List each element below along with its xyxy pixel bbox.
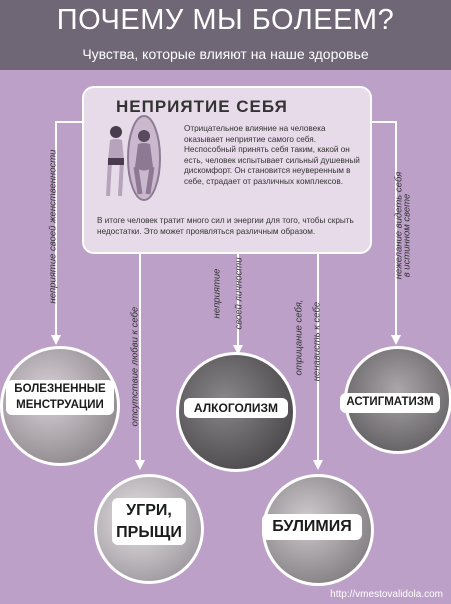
panel-text-main: Отрицательное влияние на человека оказывает неприятие самого себя. Неспособный принять себя таким, какой он есть, человек испытывает сильный душевный дискомфорт. Он становится неуверенным в себе, страдает от различных комплексов. — [184, 124, 360, 186]
connector-label-1: неприятие своей женственности — [47, 149, 59, 304]
alcoholism-label: АЛКОГОЛИЗМ — [184, 398, 288, 418]
connector-label-3b: своей личности — [233, 257, 245, 330]
self-rejection-panel — [82, 86, 372, 254]
connector-label-5a: нежелание видеть себя — [393, 171, 405, 280]
connector-label-5b: в истинном свете — [401, 193, 413, 278]
panel-title: НЕПРИЯТИЕ СЕБЯ — [116, 97, 288, 116]
connector-label-3a: неприятие — [211, 268, 223, 319]
menstruation-label: БОЛЕЗНЕННЫЕ МЕНСТРУАЦИИ — [6, 380, 114, 415]
connector-label-4a: отрицание себя, — [293, 299, 305, 376]
women-figures-illustration — [96, 112, 164, 204]
connector-label-2: отсутствие любви к себе — [129, 306, 141, 427]
page-title: ПОЧЕМУ МЫ БОЛЕЕМ? — [56, 4, 395, 36]
astigmatism-label: АСТИГМАТИЗМ — [340, 393, 440, 413]
connector-label-4b: ненависть к себе — [311, 301, 323, 382]
bulimia-label: БУЛИМИЯ — [262, 514, 362, 540]
page-subtitle: Чувства, которые влияют на наше здоровье — [82, 46, 369, 62]
acne-label: УГРИ, ПРЫЩИ — [112, 498, 186, 545]
source-url: http://vmestovalidola.com — [330, 589, 443, 600]
panel-text-conclusion: В итоге человек тратит много сил и энергии для того, чтобы скрыть недостатки. Это может проявляться различным образом. — [97, 216, 354, 236]
